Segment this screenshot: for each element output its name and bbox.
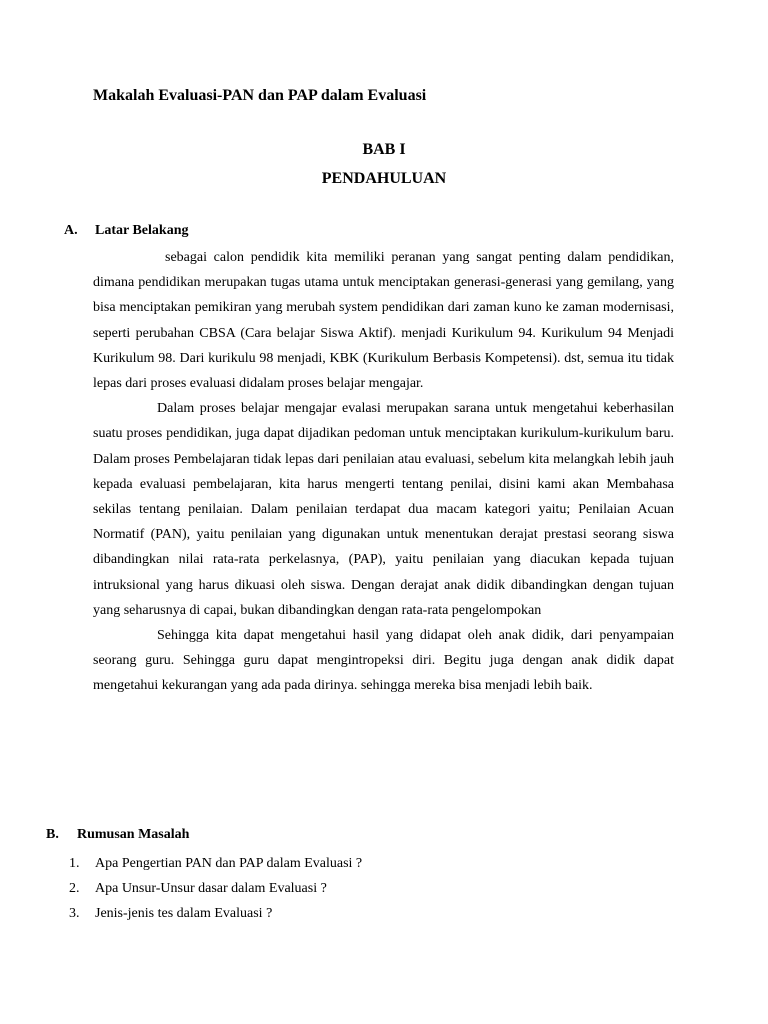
paragraph-3: Sehingga kita dapat mengetahui hasil yang didapat oleh anak didik, dari penyampaian seorang guru. Sehingga guru dapat mengintropeksi diri. Begitu juga dengan anak didik dapat mengetahui kekurangan yang ada pada dirinya. sehingga mereka bisa menjadi lebih baik. [93,628,674,694]
section-a-marker: A. [64,223,78,238]
chapter-title: PENDAHULUAN [321,170,447,187]
list-item [69,876,362,901]
section-a-heading [64,223,188,239]
document-title: Makalah Evaluasi-PAN dan PAP dalam Evaluasi [93,87,427,104]
list-item-text: Apa Pengertian PAN dan PAP dalam Evaluasi ? [95,856,363,871]
list-item-number: 3. [69,906,80,922]
paragraph-2: Dalam proses belajar mengajar evalasi merupakan sarana untuk mengetahui keberhasilan suatu proses pendidikan, juga dapat dijadikan pedoman untuk menciptakan kurikulum-kurikulum baru. Dalam proses Pembelajaran tidak lepas dari penilaian atau evaluasi, sebelum kita melangkah lebih jauh kepada evaluasi pembelajaran, kita harus mengerti tentang penilai, disini kami akan Membahasa sekilas tentang penilaian. Dalam penilaian terdapat dua macam kategori yaitu; Penilaian Acuan Normatif (PAN), yaitu penilaian yang digunakan untuk menentukan derajat prestasi seorang siswa dibandingkan nilai rata-rata perkelasnya, (PAP), yaitu penilaian yang diacukan kepada tujuan intruksional yang harus dikuasi oleh siswa. Dengan derajat anak didik dibandingkan dengan tujuan yang seharusnya di capai, bukan dibandingkan dengan rata-rata pengelompokan [93,401,674,618]
section-a-body [93,245,674,699]
list-item-number: 1. [69,856,80,871]
question-list [69,851,362,927]
paragraph-1: sebagai calon pendidik kita memiliki peranan yang sangat penting dalam pendidikan, dimana pendidikan merupakan tugas utama untuk menciptakan generasi-generasi yang gemilang, yang bisa menciptakan pemikiran yang merubah system pendidikan dari zaman kuno ke zaman modernisasi, seperti perubahan CBSA (Cara belajar Siswa Aktif). menjadi Kurikulum 94. Kurikulum 94 Menjadi Kurikulum 98. Dari kurikulu 98 menjadi, KBK (Kurikulum Berbasis Kompetensi). dst, semua itu tidak lepas dari proses evaluasi didalam proses belajar mengajar. [93,250,674,392]
list-item-number: 2. [69,881,80,897]
list-item-text: Jenis-jenis tes dalam Evaluasi ? [95,906,273,922]
list-item-text: Apa Unsur-Unsur dasar dalam Evaluasi ? [95,881,327,897]
chapter-number: BAB I [362,141,406,158]
section-b-marker: B. [46,827,59,842]
list-item [69,851,362,876]
section-b-title: Rumusan Masalah [77,827,190,842]
section-b-heading [46,827,189,843]
list-item [69,901,362,926]
section-a-title: Latar Belakang [95,223,189,238]
